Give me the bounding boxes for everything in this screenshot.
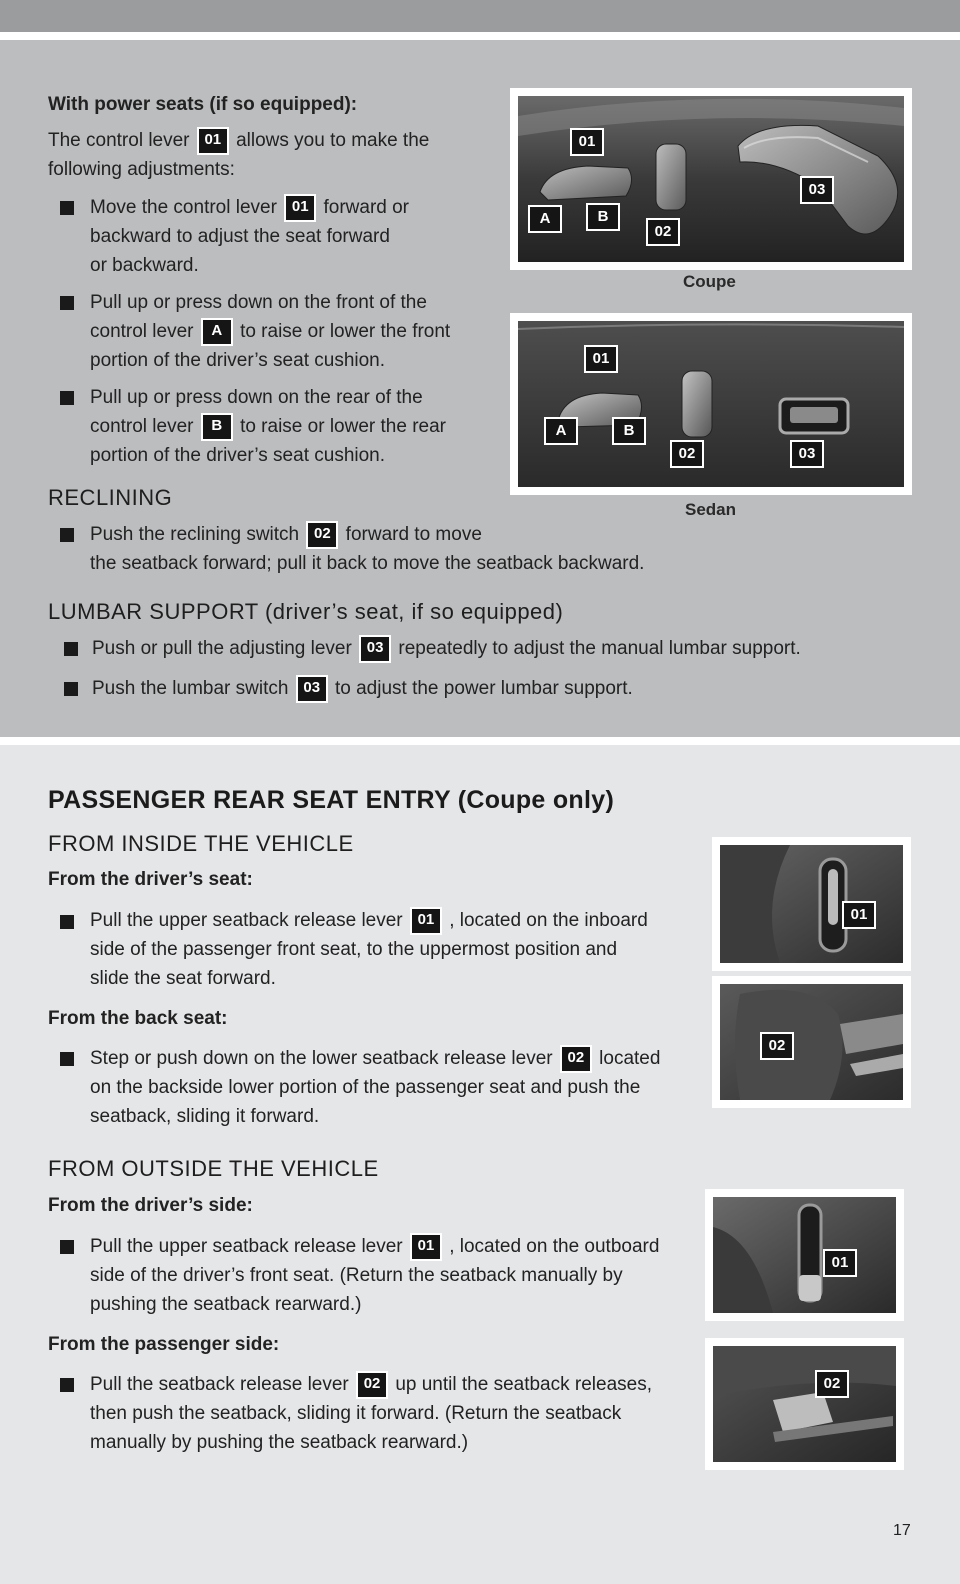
bullet-move-lever-line3: or backward. xyxy=(90,255,199,276)
drivers-seat-subheading: From the driver’s seat: xyxy=(48,869,253,890)
outside-driver-side-lever-photo xyxy=(705,1189,904,1321)
back-seat-line2: on the backside lower portion of the passenger seat and push the xyxy=(90,1077,641,1098)
bullet-marker xyxy=(60,915,74,929)
outboard-lever-illustration xyxy=(713,1197,896,1313)
photo-label: B xyxy=(586,203,620,231)
back-seat-subheading: From the back seat: xyxy=(48,1008,228,1029)
bullet-marker xyxy=(60,296,74,310)
coupe-caption: Coupe xyxy=(683,272,736,291)
passenger-lever-illustration xyxy=(713,1346,896,1462)
photo-label: 02 xyxy=(815,1370,849,1398)
back-seat-line1: Step or push down on the lower seatback release lever 02 located xyxy=(90,1044,660,1073)
reclining-line2: the seatback forward; pull it back to move the seatback backward. xyxy=(90,553,645,574)
drivers-side-line3: pushing the seatback rearward.) xyxy=(90,1294,362,1315)
inside-driver-seat-lever-photo xyxy=(712,837,911,971)
lumbar-power-line: Push the lumbar switch 03 to adjust the power lumbar support. xyxy=(92,674,633,703)
bullet-marker xyxy=(60,1240,74,1254)
ref-badge-01: 01 xyxy=(284,194,316,222)
bullet-front-line2: control lever A to raise or lower the front xyxy=(90,317,450,346)
photo-label: 02 xyxy=(760,1032,794,1060)
ref-badge-01: 01 xyxy=(410,1233,442,1261)
lumbar-heading: LUMBAR SUPPORT (driver’s seat, if so equipped) xyxy=(48,599,564,624)
top-header-bar xyxy=(0,0,960,32)
photo-label: 01 xyxy=(842,901,876,929)
photo-label: 01 xyxy=(584,345,618,373)
ref-badge-a: A xyxy=(201,318,233,346)
sedan-seat-controls-photo xyxy=(510,313,912,495)
bullet-front-line3: portion of the driver’s seat cushion. xyxy=(90,350,386,371)
reclining-line1: Push the reclining switch 02 forward to move xyxy=(90,520,482,549)
inside-back-seat-lever-photo xyxy=(712,976,911,1108)
bullet-marker xyxy=(60,528,74,542)
drivers-seat-line3: slide the seat forward. xyxy=(90,968,276,989)
ref-badge-02: 02 xyxy=(560,1045,592,1073)
sedan-caption: Sedan xyxy=(685,500,737,519)
power-seats-intro-line1: The control lever 01 allows you to make the xyxy=(48,126,429,155)
bullet-rear-line1: Pull up or press down on the rear of the xyxy=(90,387,423,408)
ref-badge-03: 03 xyxy=(296,675,328,703)
section-divider xyxy=(0,737,960,745)
outside-passenger-side-lever-photo xyxy=(705,1338,904,1470)
photo-label: 03 xyxy=(790,440,824,468)
bullet-move-lever-line2: backward to adjust the seat forward xyxy=(90,226,390,247)
ref-badge-02: 02 xyxy=(306,521,338,549)
coupe-seat-controls-photo xyxy=(510,88,912,270)
drivers-seat-line2: side of the passenger front seat, to the uppermost position and xyxy=(90,939,618,960)
photo-label: A xyxy=(528,205,562,233)
photo-label: 01 xyxy=(570,128,604,156)
photo-label: A xyxy=(544,417,578,445)
photo-label: B xyxy=(612,417,646,445)
coupe-seat-illustration xyxy=(518,96,904,262)
photo-label: 01 xyxy=(823,1249,857,1277)
lumbar-manual-line: Push or pull the adjusting lever 03 repeatedly to adjust the manual lumbar support. xyxy=(92,634,801,663)
drivers-seat-line1: Pull the upper seatback release lever 01 , located on the inboard xyxy=(90,906,648,935)
reclining-heading: RECLINING xyxy=(48,485,173,510)
photo-label: 02 xyxy=(670,440,704,468)
passenger-side-line2: then push the seatback, sliding it forward. (Return the seatback xyxy=(90,1403,622,1424)
ref-badge-b: B xyxy=(201,413,233,441)
bullet-marker xyxy=(60,1052,74,1066)
passenger-side-subheading: From the passenger side: xyxy=(48,1334,280,1355)
back-seat-line3: seatback, sliding it forward. xyxy=(90,1106,320,1127)
ref-badge-01: 01 xyxy=(197,127,229,155)
bullet-move-lever-line1: Move the control lever 01 forward or xyxy=(90,193,409,222)
power-seats-intro-line2: following adjustments: xyxy=(48,159,235,180)
ref-badge-01: 01 xyxy=(410,907,442,935)
ref-badge-02: 02 xyxy=(356,1371,388,1399)
top-divider xyxy=(0,32,960,40)
passenger-side-line3: manually by pushing the seatback rearward.) xyxy=(90,1432,469,1453)
bullet-marker xyxy=(64,642,78,656)
bullet-marker xyxy=(60,1378,74,1392)
bullet-rear-line3: portion of the driver’s seat cushion. xyxy=(90,445,386,466)
bullet-marker xyxy=(64,682,78,696)
power-seats-heading: With power seats (if so equipped): xyxy=(48,94,358,115)
passenger-side-line1: Pull the seatback release lever 02 up until the seatback releases, xyxy=(90,1370,652,1399)
page-number: 17 xyxy=(893,1522,911,1539)
drivers-side-line2: side of the driver’s front seat. (Return the seatback manually by xyxy=(90,1265,623,1286)
passenger-entry-title: PASSENGER REAR SEAT ENTRY (Coupe only) xyxy=(48,786,615,814)
bullet-marker xyxy=(60,201,74,215)
lower-lever-illustration xyxy=(720,984,903,1100)
outside-vehicle-heading: FROM OUTSIDE THE VEHICLE xyxy=(48,1156,379,1181)
bullet-front-line1: Pull up or press down on the front of the xyxy=(90,292,427,313)
ref-badge-03: 03 xyxy=(359,635,391,663)
drivers-side-line1: Pull the upper seatback release lever 01 , located on the outboard xyxy=(90,1232,659,1261)
photo-label: 03 xyxy=(800,176,834,204)
sedan-seat-illustration xyxy=(518,321,904,487)
inside-vehicle-heading: FROM INSIDE THE VEHICLE xyxy=(48,831,354,856)
bullet-marker xyxy=(60,391,74,405)
drivers-side-subheading: From the driver’s side: xyxy=(48,1195,253,1216)
photo-label: 02 xyxy=(646,218,680,246)
bullet-rear-line2: control lever B to raise or lower the rear xyxy=(90,412,446,441)
